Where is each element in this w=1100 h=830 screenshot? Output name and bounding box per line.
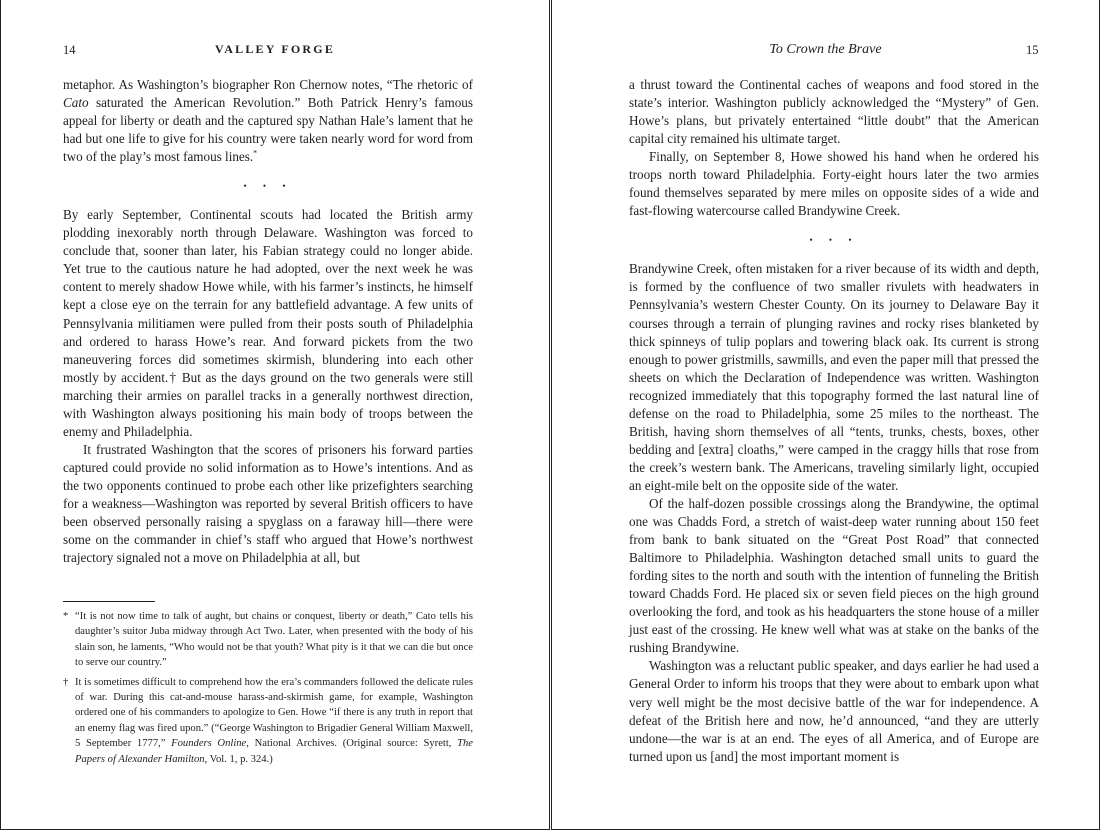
right-body-text [629,76,1039,766]
footnote-mark: * [63,611,69,622]
left-paragraph-1: metaphor. As Washington’s biographer Ron Chernow notes, “The rhetoric of Cato saturated the American Revolution.” Both Patrick Henry’s famous appeal for liberty or death and the captured spy Nathan Hale’s lament that he had but one life to give for his country were taken nearly word for word from two of the play’s most famous lines.* [63,77,473,165]
right-paragraph-1: a thrust toward the Continental caches of weapons and food stored in the state’s interior. Washington publicly acknowledged the “Mystery” of Gen. Howe’s plans, but privately entertained “little doubt” that the American capital city remained his ultimate target. [629,77,1039,147]
right-paragraph-3: Brandywine Creek, often mistaken for a river because of its width and depth, is formed by the confluence of two smaller rivulets with headwaters in Pennsylvania’s western Chester County. On its journey to Delaware Bay it courses through a terrain of plunging ravines and rocky rises blanketed by thick spinneys of tulip poplars and towering black oak. Its current is strong enough to power gristmills, sawmills, and even the paper mill that pressed the sheets on which the Declaration of Independence was written. Washington recognized immediately that this topography formed the last natural line of defense on the road to Philadelphia, some 25 miles to the northeast. The British, having shorn themselves of all “tents, trunks, chests, boxes, other bedding and [extra] cloaths,” were camped in the craggy hills that rose from the creek’s western bank. The Americans, traveling similarly light, occupied an eight-mile belt on the opposite side of the water. [629,261,1039,493]
footnote-rule [63,601,155,602]
left-paragraph-3: It frustrated Washington that the scores of prisoners his forward parties captured could provide no solid information as to Howe’s intentions. And as the two opponents continued to probe each other like prizefighters searching for a weakness—Washington was reported by several British officers to have been observed personally raising a spyglass on a faraway hill—there were some on the commander in chief’s staff who argued that Howe’s northwest trajectory signaled not a move on Philadelphia at all, but [63,441,473,566]
right-paragraph-4: Of the half-dozen possible crossings along the Brandywine, the optimal one was Chadds Ford, a stretch of waist-deep water running about 150 feet from bank to bank situated on the “Great Post Road” that connected Baltimore to Philadelphia. Washington detached small units to guard the fording sites to the north and south with the intention of funneling the British toward Chadds Ford. He placed six or seven field pieces on the high ground overlooking the ford, and took as his headquarters the stone house of a miller just east of the crossing. He knew well what was at stake on the banks of the rushing Brandywine. [629,495,1039,656]
left-page-number: 14 [63,43,76,57]
right-paragraph-2: Finally, on September 8, Howe showed his hand when he ordered his troops north toward Philadelphia. Forty-eight hours later the two armies found themselves separated by mere miles on opposite sides of a wide and fast-flowing watercourse called Brandywine Creek. [629,149,1039,219]
footnotes [63,609,473,771]
left-running-head: VALLEY FORGE [214,42,336,56]
footnote-marker: * [253,148,258,158]
right-paragraph-5: Washington was a reluctant public speaker, and days earlier he had used a General Order to inform his troops that they were about to embark upon what very well might be the most decisive battle of the war for independence. A defeat of the British here and now, he’d announced, “and they are utterly undone—the war is at an end. The eyes of all America, and of Europe are turned upon us [and] the most important moment is [629,658,1039,764]
footnote-marker: † [168,369,178,385]
right-running-head: To Crown the Brave [769,42,882,57]
footnote-mark: † [63,676,69,688]
section-ornament: • • • [243,181,293,192]
left-paragraph-2: By early September, Continental scouts had located the British army plodding inexorably north through Delaware. Washington was forced to conclude that, sooner than later, his Fabian strategy could no longer abide. Yet true to the cautious nature he had adopted, over the next week he was content to merely shadow Howe while, with his farmer’s instincts, he himself kept a close eye on the terrain for any battlefield advantage. A few units of Pennsylvania militiamen were pulled from their posts south of Philadelphia and ordered to harass Howe’s rear. And forward pickets from the two maneuvering forces did sometimes skirmish, blundering into each other mostly by accident.† But as the days ground on the two generals were still marching their armies on parallel tracks in a generally northwest direction, with Washington always positioning his main body of troops between the enemy and Philadelphia. [63,207,473,439]
footnote-1: * “It is not now time to talk of aught, but chains or conquest, liberty or death,” Cato tells his daughter’s suitor Juba midway through Act Two. Later, when presented with the body of his slain son, he laments, “Who would not be that youth? What pity is it that we can die but once to serve our country.” [63,611,473,669]
footnote-2: † It is sometimes difficult to comprehend how the era’s commanders followed the delicate rules of war. During this cat-and-mouse harass-and-skirmish game, for example, Washington ordered one of his commanders to apologize to Gen. Howe “if there is any truth in report that an enemy flag was fired upon.” (“George Washington to Brigadier General William Maxwell, 5 September 1777,” Founders Online, National Archives. (Original source: Syrett, The Papers of Alexander Hamilton, Vol. 1, p. 324.) [63,676,473,765]
right-page [551,0,1100,830]
left-body-text [63,76,473,567]
right-page-number: 15 [1026,43,1039,57]
section-ornament: • • • [809,235,859,246]
